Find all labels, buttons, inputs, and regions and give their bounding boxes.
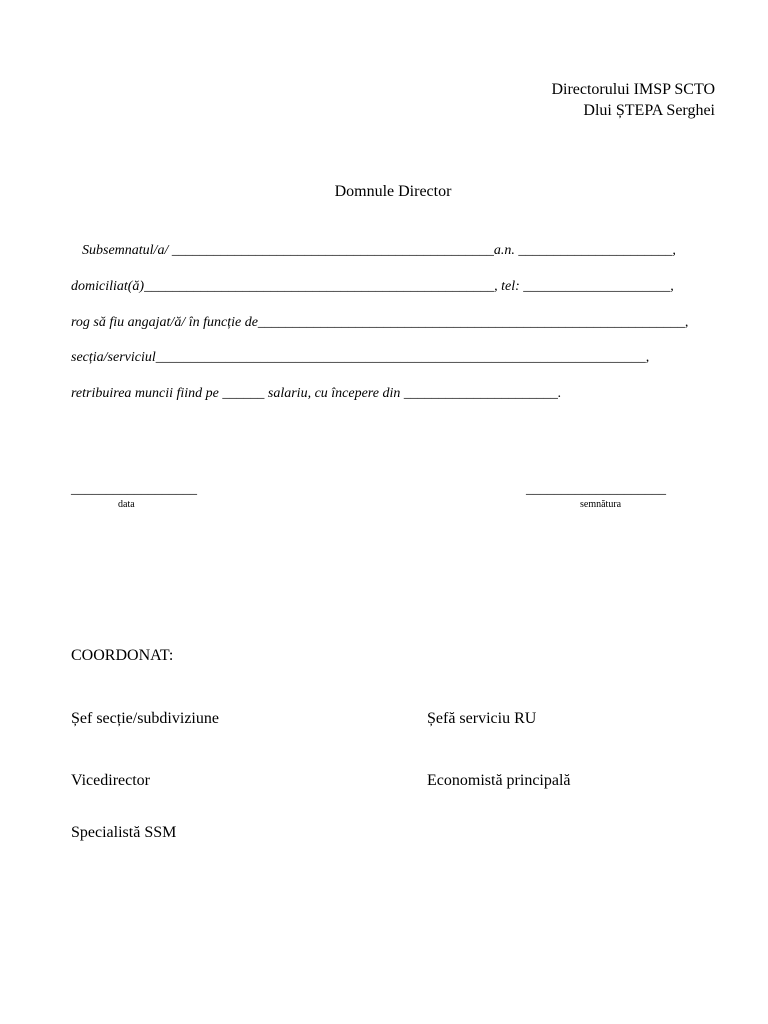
approver-chief-economist: Economistă principală [427,772,571,789]
form-line-position: rog să fiu angajat/ă/ în funcție de_____________________________________________________________, [71,315,689,330]
signature-label: semnătura [580,499,622,510]
addressee-line-2: Dlui ȘTEPA Serghei [583,102,715,119]
form-line-name: Subsemnatul/a/ ______________________________________________a.n. ______________________, [82,243,676,258]
approver-head-of-hr: Șefă serviciu RU [427,710,537,727]
form-line-address: domiciliat(ă)__________________________________________________, tel: _____________________, [71,279,674,294]
form-line-salary: retribuirea muncii fiind pe ______ salariu, cu începere din ______________________. [71,386,562,401]
approver-head-of-section: Șef secție/subdiviziune [71,710,219,727]
signature-blank: ____________________ [526,482,666,497]
addressee-block [551,79,715,121]
approver-ssm-specialist: Specialistă SSM [71,824,177,841]
coordination-title: COORDONAT: [71,647,174,664]
approver-vice-director: Vicedirector [71,772,150,789]
date-label: data [118,499,135,510]
form-line-department: secția/serviciul______________________________________________________________________, [71,350,650,365]
salutation: Domnule Director [334,183,452,200]
date-blank: __________________ [71,482,197,497]
addressee-line-1: Directorului IMSP SCTO [551,81,715,98]
